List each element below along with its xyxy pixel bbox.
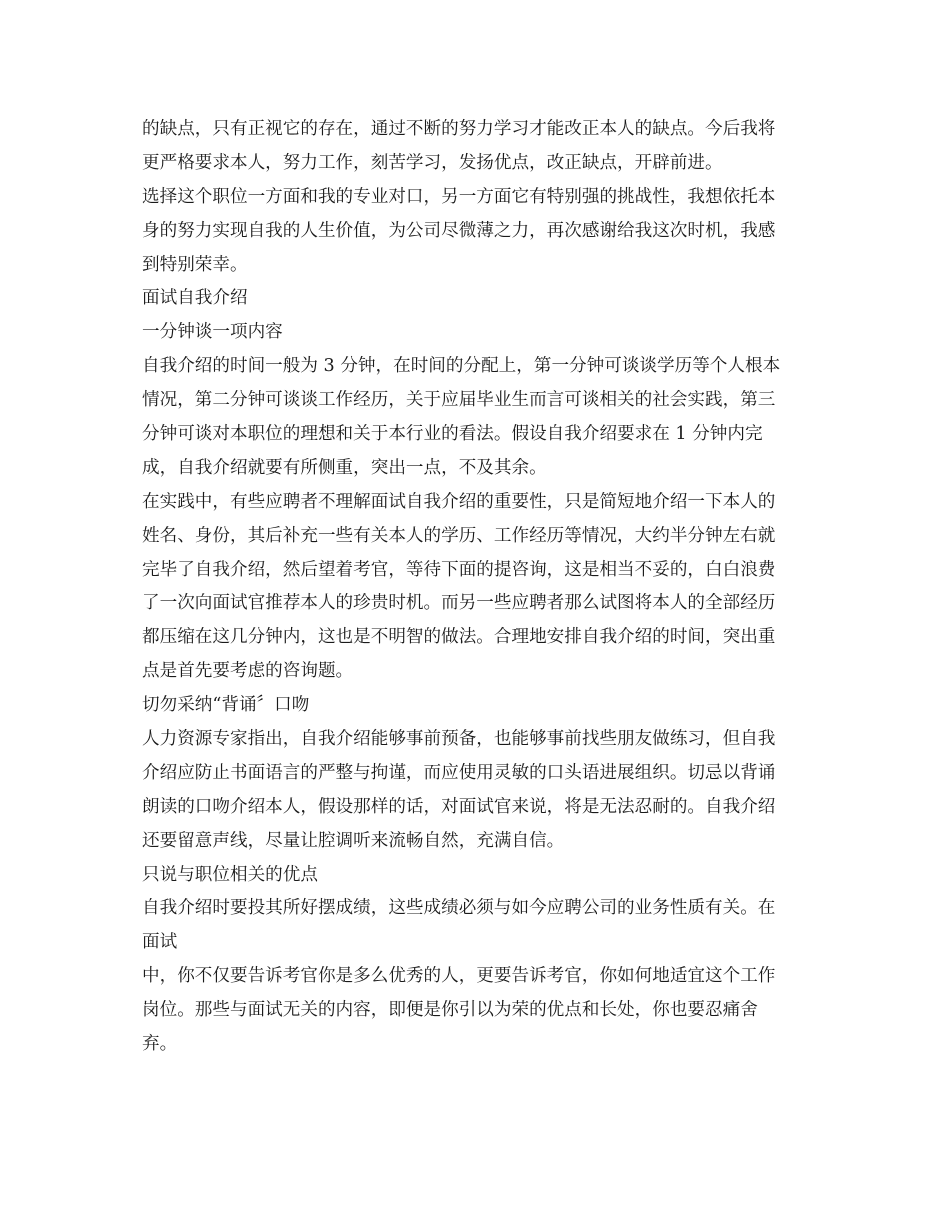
text-line: 弃。 xyxy=(142,1034,178,1055)
text-line: 中，你不仅要告诉考官你是多么优秀的人，更要告诉考官，你如何地适宜这个工作 xyxy=(142,966,776,987)
text-line: 完毕了自我介绍，然后望着考官，等待下面的提咨询，这是相当不妥的，白白浪费 xyxy=(142,559,776,580)
text-line: 身的努力实现自我的人生价值，为公司尽微薄之力，再次感谢给我这次时机，我感 xyxy=(142,220,776,241)
text-line: 姓名、身份，其后补充一些有关本人的学历、工作经历等情况，大约半分钟左右就 xyxy=(142,525,776,546)
text-line: 的缺点，只有正视它的存在，通过不断的努力学习才能改正本人的缺点。今后我将 xyxy=(142,119,776,139)
text-line: 情况，第二分钟可谈谈工作经历，关于应届毕业生而言可谈相关的社会实践，第三 xyxy=(142,390,776,411)
subsection-heading: 切勿采纳“背诵〞口吻 xyxy=(142,695,310,716)
text-line: 点是首先要考虑的咨询题。 xyxy=(142,661,354,682)
text-line: 自我介绍时要投其所好摆成绩，这些成绩必须与如今应聘公司的业务性质有关。在 xyxy=(142,898,776,919)
text-line: 介绍应防止书面语言的严整与拘谨，而应使用灵敏的口头语进展组织。切忌以背诵 xyxy=(142,762,776,783)
text-line: 了一次向面试官推荐本人的珍贵时机。而另一些应聘者那么试图将本人的全部经历 xyxy=(142,593,776,614)
text-line: 朗读的口吻介绍本人，假设那样的话，对面试官来说，将是无法忍耐的。自我介绍 xyxy=(142,796,776,817)
text-line: 人力资源专家指出，自我介绍能够事前预备，也能够事前找些朋友做练习，但自我 xyxy=(142,729,776,750)
subsection-heading: 只说与职位相关的优点 xyxy=(142,864,318,885)
text-line: 岗位。那些与面试无关的内容，即便是你引以为荣的优点和长处，你也要忍痛舍 xyxy=(142,1000,758,1021)
text-line: 选择这个职位一方面和我的专业对口，另一方面它有特别强的挑战性，我想依托本 xyxy=(142,186,776,207)
text-line: 都压缩在这几分钟内，这也是不明智的做法。合理地安排自我介绍的时间，突出重 xyxy=(142,627,776,648)
text-line: 还要留意声线，尽量让腔调听来流畅自然，充满自信。 xyxy=(142,830,565,851)
text-line: 成，自我介绍就要有所侧重，突出一点，不及其余。 xyxy=(142,457,547,478)
text-line: 自我介绍的时间一般为 3 分钟，在时间的分配上，第一分钟可谈谈学历等个人根本 xyxy=(142,356,781,377)
text-line: 到特别荣幸。 xyxy=(142,254,248,275)
text-line: 面试 xyxy=(142,932,178,953)
text-line: 更严格要求本人，努力工作，刻苦学习，发扬优点，改正缺点，开辟前进。 xyxy=(142,152,723,173)
section-heading: 面试自我介绍 xyxy=(142,288,248,309)
subsection-heading: 一分钟谈一项内容 xyxy=(142,322,283,343)
text-line: 在实践中，有些应聘者不理解面试自我介绍的重要性，只是简短地介绍一下本人的 xyxy=(142,491,776,512)
text-line: 分钟可谈对本职位的理想和关于本行业的看法。假设自我介绍要求在 1 分钟内完 xyxy=(142,424,763,445)
document-body xyxy=(142,113,814,1062)
